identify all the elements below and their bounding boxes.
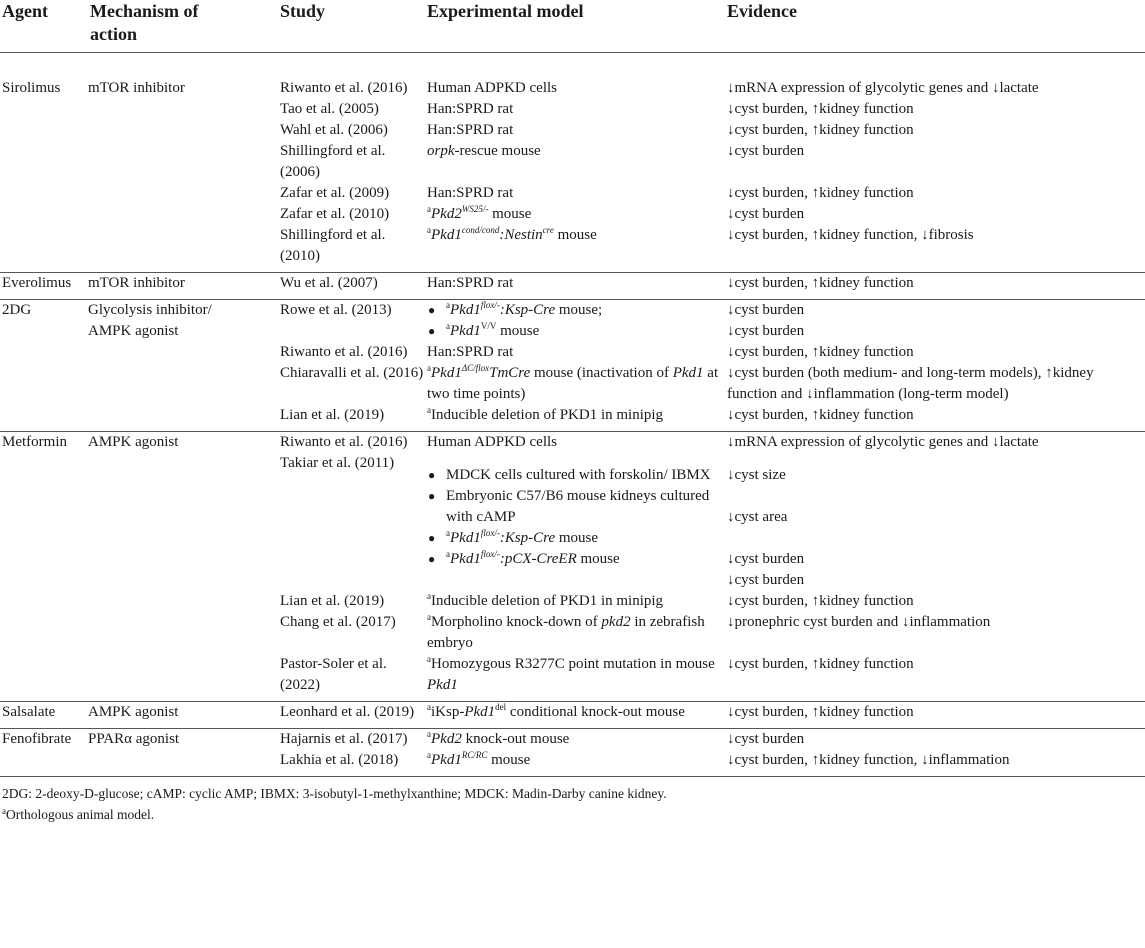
header-mechanism: Mechanism of action [88,0,280,53]
evidence-cell: ↓cyst burden [727,206,805,222]
agent-cell: Salsalate [0,702,88,729]
evidence-cell: ↓cyst burden (both medium- and long-term models), ↑kidney function and ↓inflammation (long-term model) [727,365,1094,402]
model-cell: Human ADPKD cells [427,434,557,450]
model-cell: Han:SPRD rat [427,185,514,201]
agent-cell: Everolimus [0,273,88,300]
header-agent: Agent [0,0,88,53]
model-cell: $^aPkd1^{RC/RC}$ mouse [427,750,727,777]
study-cell: Zafar et al. (2009) [280,185,390,201]
study-cell: Shillingford et al. (2006) [280,143,386,180]
evidence-cell: ↓pronephric cyst burden and ↓inflammation [727,614,991,630]
study-cell: Lian et al. (2019) [280,593,385,609]
study-cell: Zafar et al. (2010) [280,206,390,222]
model-cell: $^a$Morpholino knock-down of pkd2 in zebrafish embryo [427,612,705,651]
evidence-cell: ↓cyst burden, ↑kidney function [727,593,914,609]
evidence-line: ↓cyst burden [727,572,805,588]
model-cell [427,300,727,343]
model-cell: $^aPkd2^{WS25/-}$ mouse [427,204,532,222]
evidence-line: ↓cyst area [727,509,788,525]
model-bullet: ● $^aPkd1^{flox/-}:Ksp$-Cre mouse; [427,300,725,321]
model-bullet: ● Embryonic C57/B6 mouse kidneys cultured with cAMP [427,486,725,528]
evidence-cell: ↓cyst burden [727,143,805,159]
evidence-line: ↓cyst burden [727,302,805,318]
study-cell: Wu et al. (2007) [280,273,427,300]
mechanism-cell: mTOR inhibitor [88,273,280,300]
header-model: Experimental model [427,0,727,53]
evidence-cell: ↓cyst burden, ↑kidney function [727,122,914,138]
model-bullet: ● $^aPkd1^{flox/-}:pCX$-CreER mouse [427,549,725,570]
evidence-cell: ↓cyst burden, ↑kidney function [727,273,1145,300]
mechanism-cell: mTOR inhibitor [88,78,280,273]
model-bullet: ● $^aPkd1^{V/V}$ mouse [427,321,725,342]
study-cell: Pastor-Soler et al. (2022) [280,654,427,702]
footnote-marker: a [2,805,6,816]
evidence-cell: ↓cyst burden, ↑kidney function [727,344,914,360]
evidence-cell: ↓cyst burden, ↑kidney function [727,101,914,117]
evidence-cell: ↓cyst burden [727,731,805,747]
footnotes [0,783,1145,825]
table-row [0,300,1145,343]
evidence-cell: ↓cyst burden, ↑kidney function [727,654,1145,702]
model-cell: $^a$Homozygous R3277C point mutation in mouse Pkd1 [427,654,727,702]
evidence-line: ↓cyst burden [727,551,805,567]
study-cell: Rowe et al. (2013) [280,302,392,318]
model-cell: Han:SPRD rat [427,344,514,360]
study-cell: Lakhia et al. (2018) [280,750,427,777]
evidence-cell: ↓cyst burden, ↑kidney function, ↓inflammation [727,750,1145,777]
evidence-cell: ↓cyst burden, ↑kidney function, ↓fibrosis [727,225,1145,273]
model-bullet: ● $^aPkd1^{flox/-}:Ksp$-Cre mouse [427,528,725,549]
study-cell: Lian et al. (2019) [280,405,427,432]
evidence-cell: ↓mRNA expression of glycolytic genes and ↓lactate [727,80,1039,96]
table-row [0,78,1145,99]
study-cell: Hajarnis et al. (2017) [280,731,408,747]
study-cell: Riwanto et al. (2016) [280,434,408,450]
study-cell: Riwanto et al. (2016) [280,344,408,360]
evidence-cell: ↓cyst burden, ↑kidney function [727,185,914,201]
study-cell: Wahl et al. (2006) [280,122,388,138]
table-row [0,432,1145,454]
model-cell: $^aPkd1^{cond/cond}:Nestin^{cre}$ mouse [427,225,727,273]
model-cell: $^a$Inducible deletion of PKD1 in minipig [427,405,727,432]
header-evidence: Evidence [727,0,1145,53]
study-cell: Tao et al. (2005) [280,101,379,117]
abbreviations-note: 2DG: 2-deoxy-D-glucose; cAMP: cyclic AMP; IBMX: 3-isobutyl-1-methylxanthine; MDCK: Madin-Darby canine kidney. [2,786,667,801]
evidence-cell: ↓cyst burden, ↑kidney function [727,702,1145,729]
study-cell: Chang et al. (2017) [280,614,396,630]
model-cell: $^a$Pkd2 knock-out mouse [427,729,570,747]
model-cell: $^aiKsp-Pkd1^{del}$ conditional knock-out mouse [427,702,727,729]
study-cell: Leonhard et al. (2019) [280,702,427,729]
agent-cell: 2DG [0,300,88,432]
model-bullet: ● MDCK cells cultured with forskolin/ IBMX [427,465,725,486]
orthologous-note: $^a$Orthologous animal model. [2,805,155,822]
mechanism-cell: PPARα agonist [88,729,280,777]
evidence-cell: ↓cyst burden, ↑kidney function [727,405,1145,432]
mechanism-cell: AMPK agonist [88,432,280,702]
model-cell: $^aPkd1^{\Delta C/flox}TmCre$ mouse (inactivation of Pkd1 at two time points) [427,363,719,402]
agent-cell: Sirolimus [0,78,88,273]
study-cell: Takiar et al. (2011) [280,455,395,471]
model-cell: Han:SPRD rat [427,122,514,138]
model-cell: orpk-rescue mouse [427,143,541,159]
table-row [0,702,1145,729]
mechanism-cell: AMPK agonist [88,702,280,729]
evidence-line: ↓cyst size [727,467,786,483]
table-row [0,729,1145,751]
study-cell: Chiaravalli et al. (2016) [280,365,424,381]
agent-cell: Metformin [0,432,88,702]
evidence-cell [727,453,1145,591]
header-row [0,0,1145,53]
study-cell: Shillingford et al. (2010) [280,225,427,273]
model-cell: Han:SPRD rat [427,273,727,300]
mechanism-cell: Glycolysis inhibitor/ AMPK agonist [88,300,280,432]
study-cell: Riwanto et al. (2016) [280,80,408,96]
model-cell: Human ADPKD cells [427,80,557,96]
evidence-line: ↓cyst burden [727,323,805,339]
model-cell: Han:SPRD rat [427,101,514,117]
agent-cell: Fenofibrate [0,729,88,777]
model-cell [427,453,727,591]
model-cell: $^a$Inducible deletion of PKD1 in minipig [427,591,664,609]
header-study: Study [280,0,427,53]
table-row [0,273,1145,300]
evidence-cell [727,300,1145,343]
evidence-cell: ↓mRNA expression of glycolytic genes and ↓lactate [727,434,1039,450]
